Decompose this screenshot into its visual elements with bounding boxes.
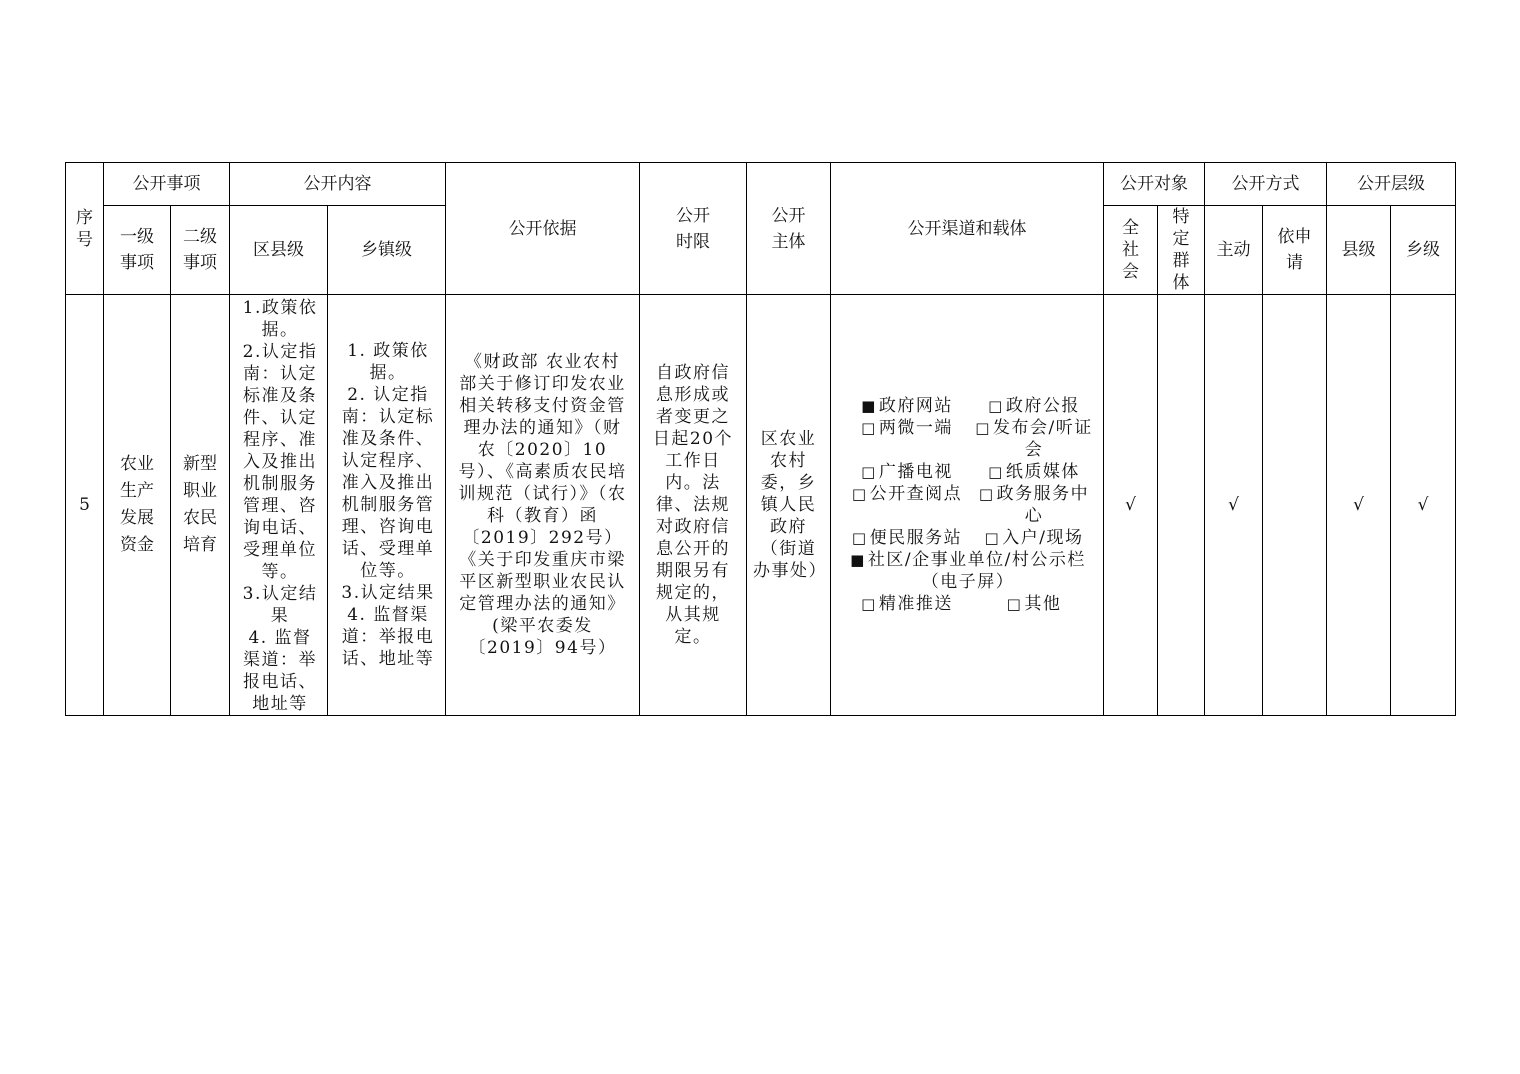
channel-item: □ 发布会/听证会 xyxy=(975,418,1093,460)
row-level2: 新型职业农民培育 xyxy=(171,295,230,716)
table-row xyxy=(66,295,1456,716)
header-items-level2: 二级事项 xyxy=(171,206,230,295)
channel-item: □ 两微一端 xyxy=(861,418,953,438)
header-content-town: 乡镇级 xyxy=(328,206,446,295)
empty-square-icon: □ xyxy=(851,485,868,503)
row-serial: 5 xyxy=(66,295,104,716)
header-items-level1: 一级事项 xyxy=(104,206,171,295)
header-content-group: 公开内容 xyxy=(230,163,446,206)
channel-item: □ 政务服务中心 xyxy=(978,484,1090,526)
empty-square-icon: □ xyxy=(861,419,877,437)
channel-item: ■ 社区/企事业单位/村公示栏（电子屏） xyxy=(850,550,1086,592)
row-town-content xyxy=(328,295,446,716)
header-time-limit: 公开时限 xyxy=(640,163,747,295)
header-method-active: 主动 xyxy=(1205,206,1263,295)
channel-item: □ 便民服务站 xyxy=(851,528,963,548)
row-audience-specific-check xyxy=(1158,295,1205,716)
header-channels: 公开渠道和载体 xyxy=(831,163,1104,295)
row-subject: 区农业农村委，乡镇人民政府（街道办事处） xyxy=(747,295,831,716)
row-level1: 农业生产发展资金 xyxy=(104,295,171,716)
header-level-group: 公开层级 xyxy=(1327,163,1456,206)
header-audience-group: 公开对象 xyxy=(1104,163,1205,206)
header-content-county: 区县级 xyxy=(230,206,328,295)
header-audience-specific: 特定群体 xyxy=(1158,206,1205,295)
channel-item: □ 政府公报 xyxy=(988,396,1080,416)
row-basis: 《财政部 农业农村部关于修订印发农业相关转移支付资金管理办法的通知》（财农〔2020〕10号）、《高素质农民培训规范（试行）》（农科（教育）函〔2019〕292号）《关于印发重庆市梁平区新型职业农民认定管理办法的通知》(梁平农委发〔2019〕94号） xyxy=(446,295,640,716)
header-level-town: 乡级 xyxy=(1391,206,1456,295)
empty-square-icon: □ xyxy=(851,529,868,547)
header-subject: 公开主体 xyxy=(747,163,831,295)
row-level-town-check: √ xyxy=(1391,295,1456,716)
header-audience-all: 全社会 xyxy=(1104,206,1158,295)
row-county-content xyxy=(230,295,328,716)
empty-square-icon: □ xyxy=(988,397,1004,415)
empty-square-icon: □ xyxy=(975,419,991,437)
county-content-item: 2.认定指南：认定标准及条件、认定程序、准入及推出机制服务管理、咨询电话、受理单位等。 xyxy=(242,342,318,582)
empty-square-icon: □ xyxy=(978,485,995,503)
channel-item: □ 公开查阅点 xyxy=(851,484,963,504)
empty-square-icon: □ xyxy=(1006,595,1023,613)
empty-square-icon: □ xyxy=(861,595,877,613)
filled-square-icon: ■ xyxy=(861,397,877,415)
town-content-item: 2. 认定指南：认定标准及条件、认定程序、准入及推出机制服务管理、咨询电话、受理单位等。 xyxy=(341,385,435,581)
county-content-item: 3.认定结果 xyxy=(242,584,318,626)
channel-item: □ 入户/现场 xyxy=(984,528,1084,548)
row-audience-all-check: √ xyxy=(1104,295,1158,716)
row-level-county-check: √ xyxy=(1327,295,1391,716)
empty-square-icon: □ xyxy=(988,463,1004,481)
header-serial: 序号 xyxy=(66,163,104,295)
county-content-item: 1.政策依据。 xyxy=(242,298,318,340)
row-time-limit: 自政府信息形成或者变更之日起20个工作日内。法律、法规对政府信息公开的期限另有规定的，从其规定。 xyxy=(640,295,747,716)
filled-square-icon: ■ xyxy=(850,551,866,569)
channel-item: □ 广播电视 xyxy=(861,462,953,482)
town-content-item: 4. 监督渠道：举报电话、地址等 xyxy=(341,605,435,669)
row-channels xyxy=(831,295,1104,716)
header-level-county: 县级 xyxy=(1327,206,1391,295)
disclosure-table xyxy=(65,162,1456,716)
empty-square-icon: □ xyxy=(861,463,877,481)
channel-list xyxy=(841,395,1095,615)
row-method-active-check: √ xyxy=(1205,295,1263,716)
county-content-item: 4. 监督渠道：举报电话、地址等 xyxy=(243,628,317,714)
channel-item: □ 精准推送 xyxy=(861,594,953,614)
channel-item: ■ 政府网站 xyxy=(861,396,953,416)
empty-square-icon: □ xyxy=(984,529,1001,547)
header-method-request: 依申请 xyxy=(1263,206,1327,295)
town-content-item: 1. 政策依据。 xyxy=(347,341,429,383)
town-content-item: 3.认定结果 xyxy=(341,583,435,603)
header-items-group: 公开事项 xyxy=(104,163,230,206)
header-method-group: 公开方式 xyxy=(1205,163,1327,206)
row-method-request-check xyxy=(1263,295,1327,716)
channel-item: □ 纸质媒体 xyxy=(988,462,1080,482)
channel-item: □ 其他 xyxy=(1006,594,1062,614)
header-basis: 公开依据 xyxy=(446,163,640,295)
